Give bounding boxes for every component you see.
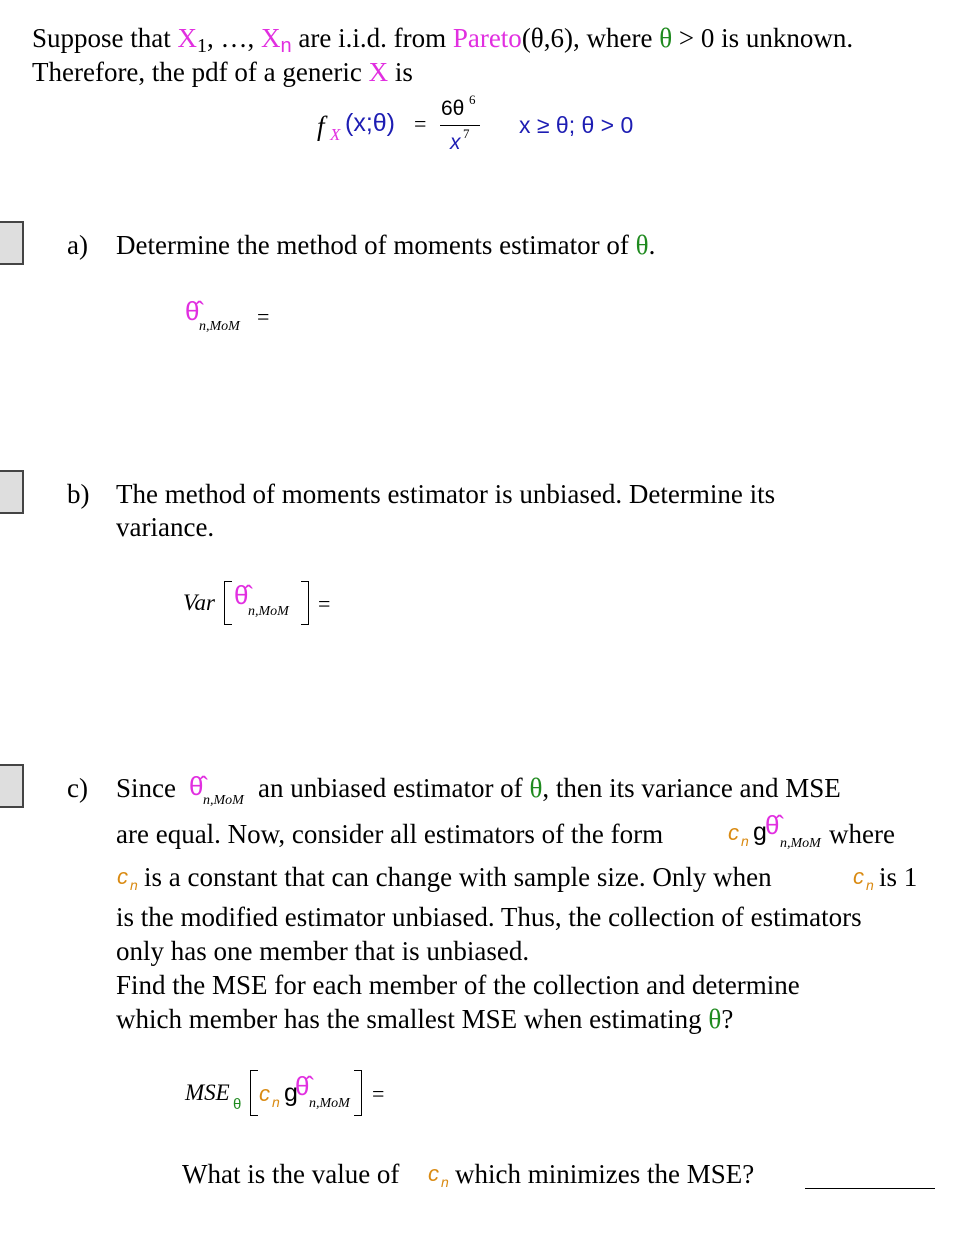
intro-text: , …, (207, 23, 261, 53)
equals-sign: = (372, 1081, 385, 1106)
c-n-subscript: n (272, 1094, 280, 1110)
xn-subscript: n (280, 35, 292, 57)
estimator-subscript: n,MoM (780, 836, 821, 851)
final-question (182, 1161, 399, 1188)
xn-symbol: X (261, 23, 281, 53)
part-c-line-3b: is 1 (879, 862, 918, 892)
theta-hat: θ̂ (234, 580, 249, 610)
pdf-support: x ≥ θ; θ > 0 (519, 112, 634, 138)
part-c-line-1 (116, 775, 176, 802)
part-a-label: a) (67, 230, 88, 260)
c-n-symbol: c (728, 820, 739, 845)
intro-text: is (388, 57, 413, 87)
part-c-line-2: are equal. Now, consider all estimators of the form (116, 819, 664, 849)
estimator-subscript: n,MoM (309, 1096, 350, 1111)
fraction-bar (440, 125, 480, 126)
pdf-numerator-exponent: 6 (469, 92, 476, 107)
product-dot: g (753, 818, 767, 846)
pdf-denominator-exponent: 7 (463, 126, 470, 141)
intro-line-2 (32, 59, 413, 86)
intro-line-1 (32, 25, 853, 56)
final-question-b: which minimizes the MSE? (455, 1159, 755, 1189)
c-n-symbol: c (428, 1161, 439, 1186)
part-a-question (67, 232, 88, 259)
question-mark: ? (721, 1004, 734, 1034)
x1-symbol: X (177, 23, 197, 53)
part-c-label: c) (67, 773, 88, 803)
part-c-text: , then its variance and MSE (542, 773, 841, 803)
pdf-equals: = (414, 111, 427, 136)
pdf-arguments: (x;θ) (345, 109, 395, 137)
answer-blank[interactable] (805, 1188, 935, 1189)
c-n-subscript: n (130, 877, 138, 893)
part-c-line-1b (258, 775, 841, 802)
theta-symbol: θ (659, 23, 673, 53)
part-b-line-1: The method of moments estimator is unbiased. Determine its (116, 479, 776, 509)
var-operator: Var (183, 590, 215, 615)
intro-text: > 0 is unknown. (672, 23, 854, 53)
answer-checkbox-c[interactable] (0, 764, 24, 808)
estimator-subscript: n,MoM (203, 793, 244, 808)
pdf-f-subscript: X (330, 125, 341, 144)
left-bracket (224, 581, 232, 625)
x-symbol: X (368, 57, 389, 87)
period: . (648, 230, 656, 260)
answer-checkbox-a[interactable] (0, 221, 24, 265)
c-n-subscript: n (866, 877, 874, 893)
part-c-line-5: only has one member that is unbiased. (116, 936, 530, 966)
x1-subscript: 1 (197, 35, 207, 57)
theta-symbol: θ (635, 230, 649, 260)
c-n-symbol: c (117, 864, 128, 889)
pdf-f: f (317, 111, 325, 141)
left-bracket (250, 1070, 258, 1116)
pareto-distribution: Pareto (452, 23, 522, 53)
product-dot: g (284, 1079, 298, 1107)
theta-hat: θ̂ (295, 1071, 310, 1101)
pdf-denominator: x (450, 131, 461, 154)
theta-hat: θ̂ (765, 810, 780, 840)
equals-sign: = (257, 304, 270, 329)
part-a-text (116, 232, 655, 259)
estimator-subscript: n,MoM (199, 319, 240, 334)
estimator-subscript: n,MoM (248, 604, 289, 619)
theta-symbol: θ (708, 1004, 722, 1034)
part-c-line-4: is the modified estimator unbiased. Thus, the collection of estimators (116, 902, 862, 932)
c-n-subscript: n (441, 1174, 449, 1190)
mse-operator: MSE (185, 1080, 230, 1105)
right-bracket (301, 581, 309, 625)
right-bracket (354, 1070, 362, 1116)
part-c-line-7 (116, 1006, 733, 1033)
c-n-symbol: c (259, 1081, 270, 1106)
equals-sign: = (318, 591, 331, 616)
intro-text: Therefore, the pdf of a generic (32, 57, 369, 87)
c-n-symbol: c (853, 864, 864, 889)
theta-symbol: θ (529, 773, 543, 803)
intro-text: , where (572, 23, 660, 53)
part-c-line-6: Find the MSE for each member of the collection and determine (116, 970, 800, 1000)
part-c-text: an unbiased estimator of (258, 773, 530, 803)
intro-text: Suppose that (32, 23, 178, 53)
theta-hat: θ̂ (185, 296, 200, 326)
intro-text: are i.i.d. from (291, 23, 453, 53)
c-n-subscript: n (741, 833, 749, 849)
part-c-text: which member has the smallest MSE when estimating (116, 1004, 709, 1034)
part-a-prompt: Determine the method of moments estimator of (116, 230, 636, 260)
answer-checkbox-b[interactable] (0, 470, 24, 514)
theta-hat: θ̂ (189, 771, 204, 801)
part-b-label: b) (67, 479, 90, 509)
pareto-params: (θ,6) (521, 23, 573, 53)
part-c-line-2b: where (829, 819, 895, 849)
part-b-line-2: variance. (116, 512, 215, 542)
pdf-numerator: 6θ (441, 97, 465, 120)
part-c-line-3: is a constant that can change with sample size. Only when (144, 862, 772, 892)
mse-subscript: θ (233, 1096, 242, 1113)
question-text: What is the value of (182, 1159, 400, 1189)
part-c-text: Since (116, 773, 176, 803)
